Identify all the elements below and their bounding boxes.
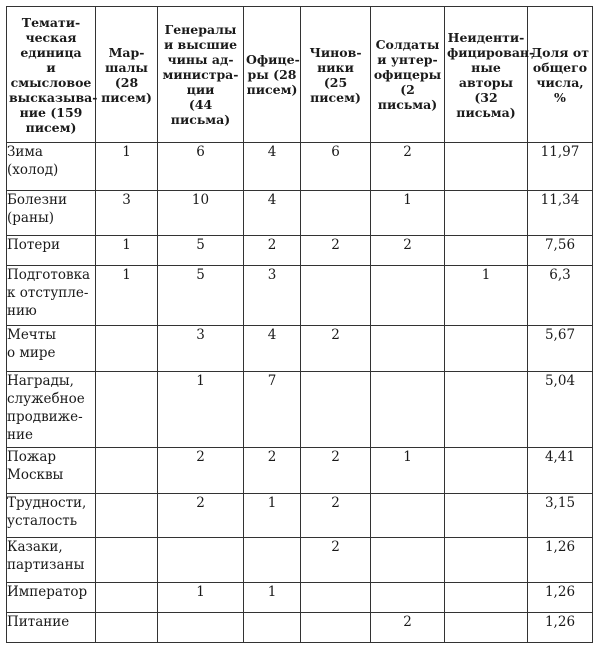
cell-officials bbox=[301, 613, 371, 643]
cell-officers: 7 bbox=[244, 372, 301, 448]
cell-unidentified bbox=[445, 538, 528, 583]
cell-theme bbox=[7, 583, 96, 613]
cell-officers: 2 bbox=[244, 448, 301, 494]
table-row bbox=[7, 538, 593, 583]
theme-label: Император bbox=[7, 584, 88, 600]
cell-marshals: 1 bbox=[96, 143, 158, 191]
cell-marshals: 3 bbox=[96, 191, 158, 236]
cell-soldiers bbox=[371, 266, 445, 326]
cell-officers bbox=[244, 538, 301, 583]
cell-share: 6,3 bbox=[528, 266, 593, 326]
cell-share: 11,34 bbox=[528, 191, 593, 236]
cell-unidentified bbox=[445, 583, 528, 613]
cell-share: 11,97 bbox=[528, 143, 593, 191]
header-soldiers: Солдаты и унтер- офицеры (2 письма) bbox=[371, 7, 445, 143]
header-theme-unit: Темати- ческая единица и смысловое высказыва- ние (159 писем) bbox=[7, 7, 96, 143]
cell-marshals bbox=[96, 583, 158, 613]
cell-unidentified bbox=[445, 191, 528, 236]
cell-officials bbox=[301, 266, 371, 326]
cell-generals: 2 bbox=[158, 448, 244, 494]
cell-soldiers: 2 bbox=[371, 613, 445, 643]
cell-generals: 5 bbox=[158, 266, 244, 326]
cell-generals: 3 bbox=[158, 326, 244, 372]
cell-theme bbox=[7, 191, 96, 236]
cell-marshals bbox=[96, 494, 158, 538]
cell-generals bbox=[158, 613, 244, 643]
table-row bbox=[7, 583, 593, 613]
table-row bbox=[7, 494, 593, 538]
cell-unidentified bbox=[445, 494, 528, 538]
cell-share: 1,26 bbox=[528, 613, 593, 643]
cell-generals: 6 bbox=[158, 143, 244, 191]
cell-unidentified bbox=[445, 236, 528, 266]
cell-officials: 2 bbox=[301, 236, 371, 266]
cell-officers: 4 bbox=[244, 326, 301, 372]
cell-soldiers bbox=[371, 326, 445, 372]
letters-theme-table bbox=[6, 6, 593, 643]
header-officials: Чинов- ники (25 писем) bbox=[301, 7, 371, 143]
cell-officers: 4 bbox=[244, 191, 301, 236]
cell-soldiers bbox=[371, 583, 445, 613]
cell-officers: 1 bbox=[244, 494, 301, 538]
cell-unidentified bbox=[445, 326, 528, 372]
cell-theme bbox=[7, 326, 96, 372]
theme-label: Подготовка к отступле- нию bbox=[7, 267, 91, 319]
header-share: Доля от общего числа, % bbox=[528, 7, 593, 143]
cell-marshals bbox=[96, 326, 158, 372]
cell-officials: 2 bbox=[301, 326, 371, 372]
cell-share: 5,04 bbox=[528, 372, 593, 448]
cell-generals: 1 bbox=[158, 583, 244, 613]
table-row bbox=[7, 448, 593, 494]
cell-officers: 4 bbox=[244, 143, 301, 191]
cell-theme bbox=[7, 448, 96, 494]
cell-theme bbox=[7, 372, 96, 448]
table-row bbox=[7, 266, 593, 326]
cell-officers: 3 bbox=[244, 266, 301, 326]
cell-share: 7,56 bbox=[528, 236, 593, 266]
cell-unidentified: 1 bbox=[445, 266, 528, 326]
cell-unidentified bbox=[445, 372, 528, 448]
table-row bbox=[7, 613, 593, 643]
cell-unidentified bbox=[445, 613, 528, 643]
cell-officials: 2 bbox=[301, 494, 371, 538]
cell-theme bbox=[7, 236, 96, 266]
cell-share: 5,67 bbox=[528, 326, 593, 372]
theme-label: Награды, служебное продвиже- ние bbox=[7, 373, 85, 443]
theme-label: Питание bbox=[7, 614, 70, 630]
theme-label: Болезни (раны) bbox=[7, 192, 67, 226]
theme-label: Трудности, усталость bbox=[7, 495, 87, 529]
cell-officials bbox=[301, 583, 371, 613]
cell-soldiers: 2 bbox=[371, 143, 445, 191]
cell-marshals bbox=[96, 538, 158, 583]
header-row bbox=[7, 7, 593, 143]
cell-theme bbox=[7, 538, 96, 583]
cell-soldiers: 2 bbox=[371, 236, 445, 266]
theme-label: Потери bbox=[7, 237, 60, 253]
cell-theme bbox=[7, 613, 96, 643]
cell-share: 3,15 bbox=[528, 494, 593, 538]
cell-generals bbox=[158, 538, 244, 583]
theme-label: Мечты о мире bbox=[7, 327, 56, 361]
cell-unidentified bbox=[445, 143, 528, 191]
header-officers: Офице- ры (28 писем) bbox=[244, 7, 301, 143]
cell-generals: 5 bbox=[158, 236, 244, 266]
cell-soldiers bbox=[371, 494, 445, 538]
cell-marshals bbox=[96, 613, 158, 643]
theme-label: Зима (холод) bbox=[7, 144, 59, 178]
cell-share: 4,41 bbox=[528, 448, 593, 494]
cell-soldiers bbox=[371, 538, 445, 583]
header-unidentified: Неиденти- фицирован- ные авторы (32 письма) bbox=[445, 7, 528, 143]
theme-label: Пожар Москвы bbox=[7, 449, 64, 483]
cell-marshals bbox=[96, 372, 158, 448]
cell-officials bbox=[301, 372, 371, 448]
table-row bbox=[7, 236, 593, 266]
cell-officers: 2 bbox=[244, 236, 301, 266]
cell-unidentified bbox=[445, 448, 528, 494]
cell-officials: 6 bbox=[301, 143, 371, 191]
cell-officials: 2 bbox=[301, 538, 371, 583]
cell-officials: 2 bbox=[301, 448, 371, 494]
cell-officers: 1 bbox=[244, 583, 301, 613]
cell-generals: 1 bbox=[158, 372, 244, 448]
header-marshals: Мар- шалы (28 писем) bbox=[96, 7, 158, 143]
table-body bbox=[7, 143, 593, 643]
cell-officials bbox=[301, 191, 371, 236]
theme-label: Казаки, партизаны bbox=[7, 539, 85, 573]
cell-share: 1,26 bbox=[528, 583, 593, 613]
cell-marshals: 1 bbox=[96, 266, 158, 326]
table-row bbox=[7, 143, 593, 191]
cell-theme bbox=[7, 143, 96, 191]
header-generals: Генералы и высшие чины ад- министра- ции (44 письма) bbox=[158, 7, 244, 143]
cell-theme bbox=[7, 494, 96, 538]
table-row bbox=[7, 372, 593, 448]
cell-soldiers: 1 bbox=[371, 448, 445, 494]
cell-theme bbox=[7, 266, 96, 326]
cell-soldiers: 1 bbox=[371, 191, 445, 236]
cell-marshals: 1 bbox=[96, 236, 158, 266]
cell-soldiers bbox=[371, 372, 445, 448]
cell-generals: 10 bbox=[158, 191, 244, 236]
cell-share: 1,26 bbox=[528, 538, 593, 583]
cell-officers bbox=[244, 613, 301, 643]
cell-generals: 2 bbox=[158, 494, 244, 538]
table-row bbox=[7, 191, 593, 236]
table-row bbox=[7, 326, 593, 372]
cell-marshals bbox=[96, 448, 158, 494]
